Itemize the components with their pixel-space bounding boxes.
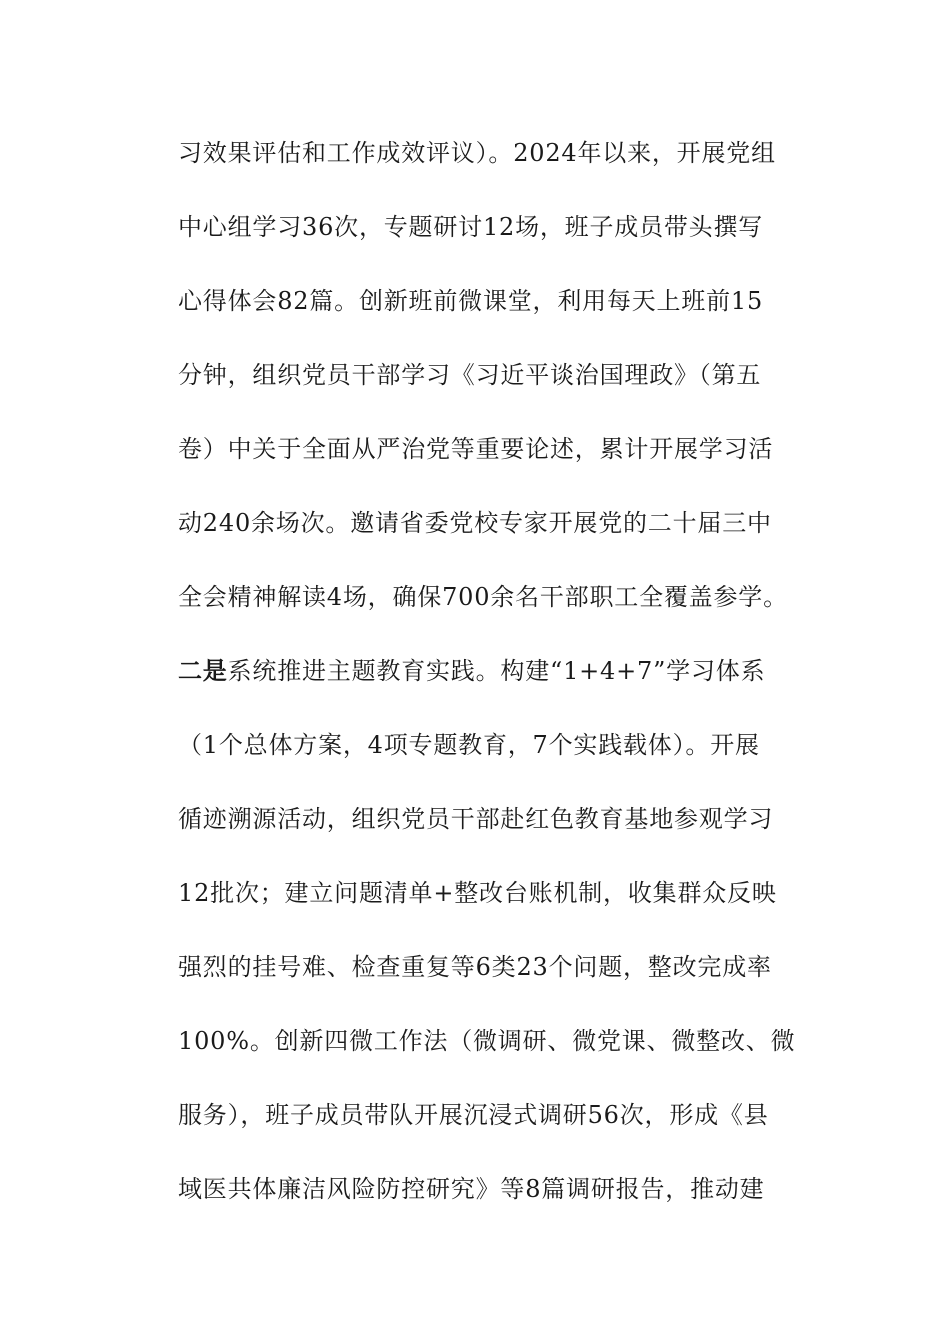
body-text [178,131,828,1241]
text-line-with-lead [178,649,828,723]
text-line: 心得体会82篇。创新班前微课堂，利用每天上班前15 [178,287,764,315]
text-line: 卷）中关于全面从严治党等重要论述，累计开展学习活 [178,435,774,463]
bold-lead-text: 二是 [178,656,228,685]
text-line: （1个总体方案，4项专题教育，7个实践载体）。开展 [178,731,760,759]
text-line: 12批次；建立问题清单+整改台账机制，收集群众反映 [178,879,777,907]
text-line: 循迹溯源活动，组织党员干部赴红色教育基地参观学习 [178,805,774,833]
text-line: 中心组学习36次，专题研讨12场，班子成员带头撰写 [178,213,764,241]
text-line: 强烈的挂号难、检查重复等6类23个问题，整改完成率 [178,953,772,981]
text-line: 动240余场次。邀请省委党校专家开展党的二十届三中 [178,509,772,537]
text-line: 域医共体廉洁风险防控研究》等8篇调研报告，推动建 [178,1175,765,1203]
text-line-rest: 系统推进主题教育实践。构建“1+4+7”学习体系 [227,657,766,685]
text-line: 分钟，组织党员干部学习《习近平谈治国理政》（第五 [178,361,762,389]
text-line: 服务），班子成员带队开展沉浸式调研56次，形成《县 [178,1101,769,1129]
text-line: 全会精神解读4场，确保700余名干部职工全覆盖参学。 [178,583,788,611]
text-line: 100%。创新四微工作法（微调研、微党课、微整改、微 [178,1027,796,1055]
text-line: 习效果评估和工作成效评议）。2024年以来，开展党组 [178,139,776,167]
